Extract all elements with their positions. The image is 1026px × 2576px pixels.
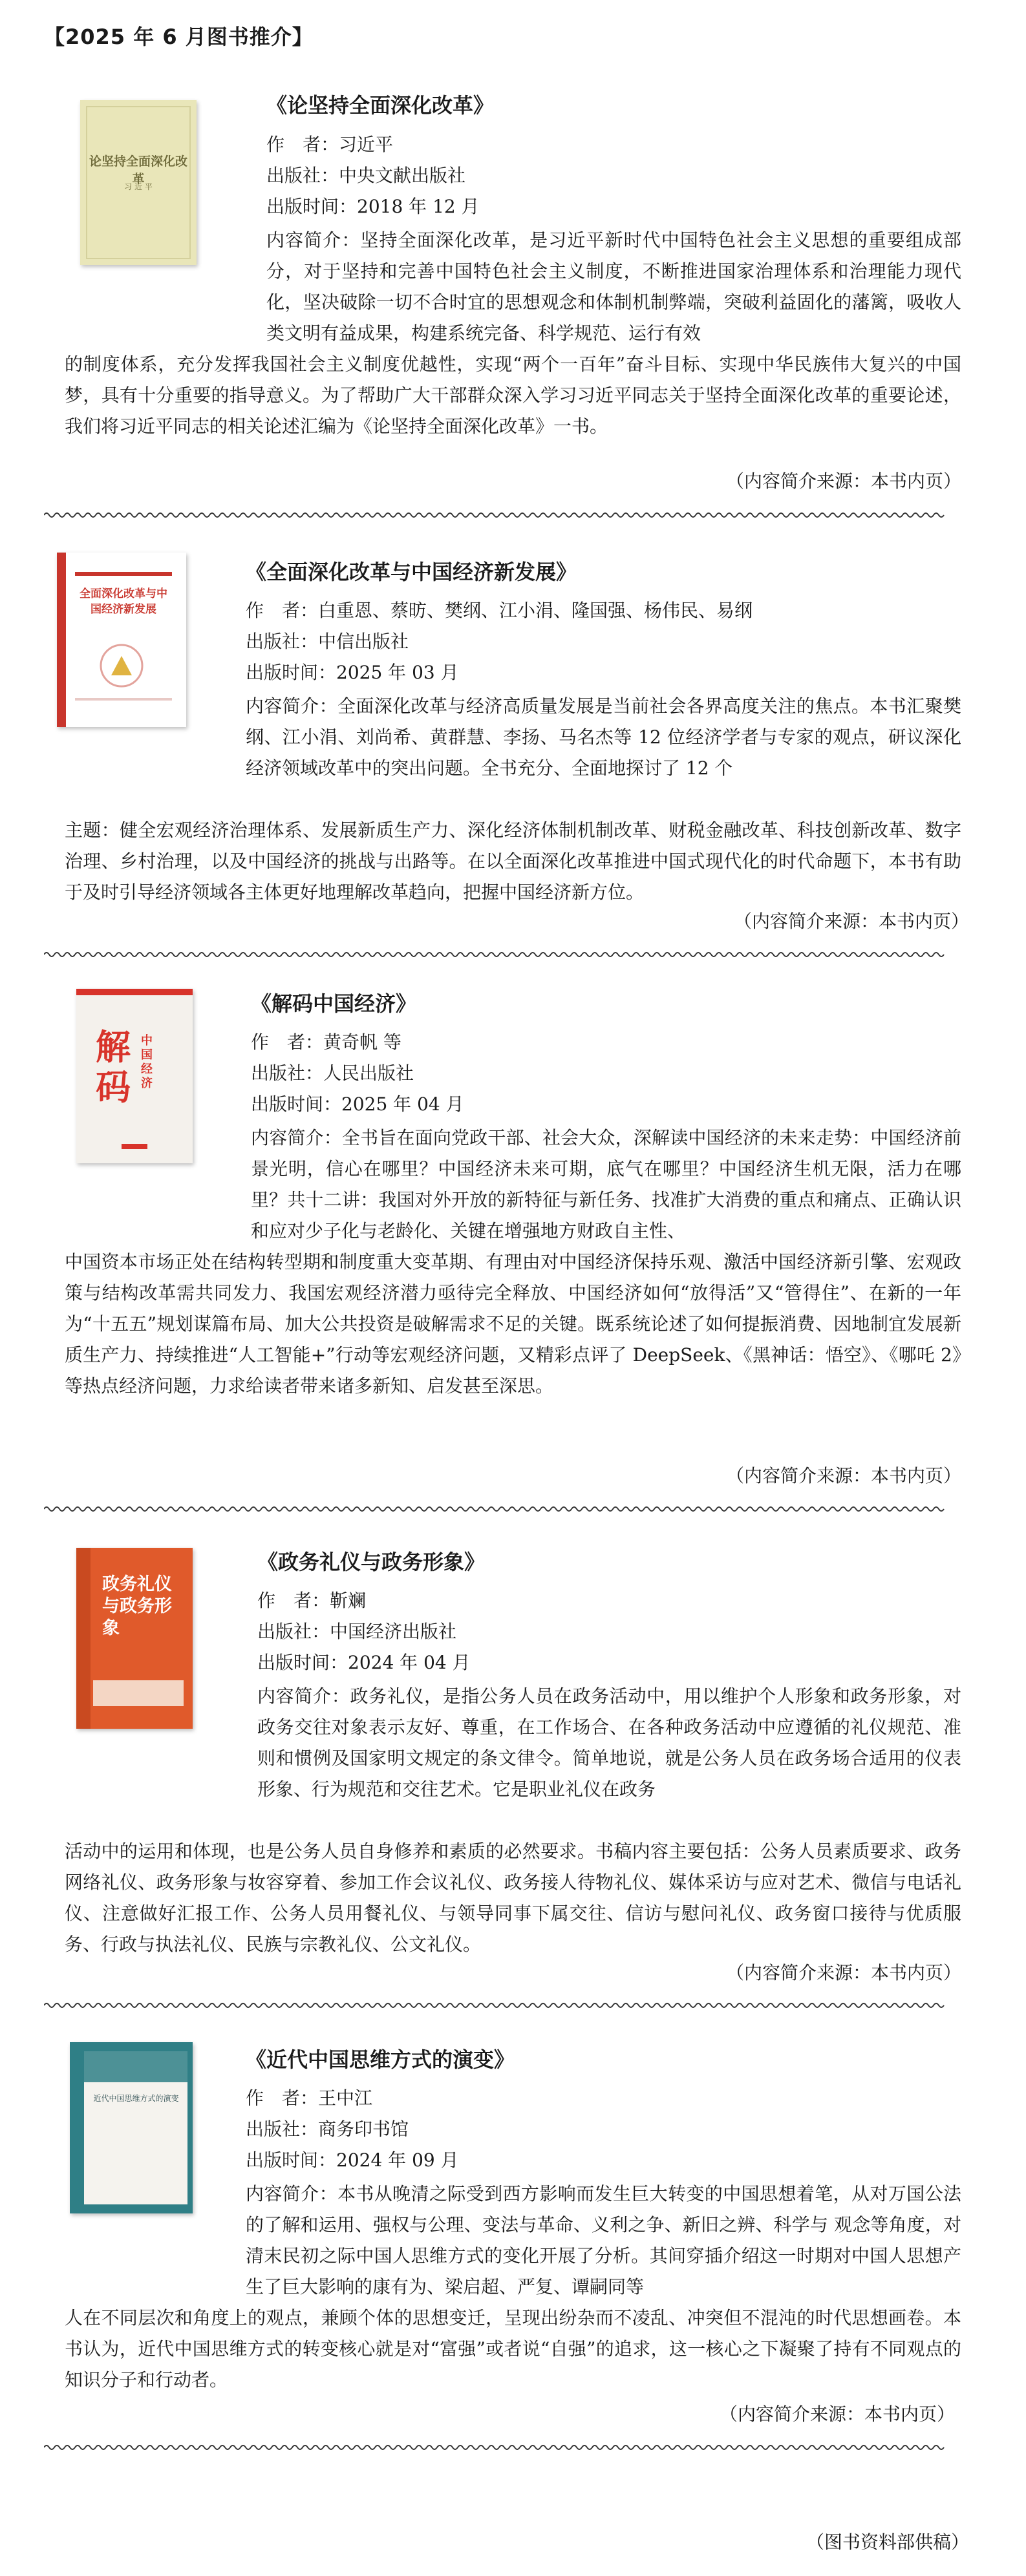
divider-5: [44, 2443, 946, 2452]
book-intro-rest-3: 中国资本市场正处在结构转型期和制度重大变革期、有理由对中国经济保持乐观、激活中国经济新引擎、宏观政策与结构改革需共同发力、我国宏观经济潜力亟待完全释放、中国经济如何“放得活”又“管得住”、在新的一年为“十五五”规划谋篇布局、加大公共投资是破解需求不足的关键。既系统论述了如何提振消费、因地制宜发展新质生产力、持续推进“人工智能+”行动等宏观经济问题，又精彩点评了 DeepSeek、《黑神话：悟空》、《哪吒 2》等热点经济问题，力求给读者带来诸多新知、启发甚至深思。: [65, 1251, 961, 1397]
publisher-label: 出版社：: [251, 1062, 324, 1084]
book-publisher-line-2: [246, 629, 409, 655]
intro-label: 内容简介：: [266, 229, 361, 251]
book-cover-4: [76, 1548, 193, 1729]
book-intro-2: [246, 691, 961, 784]
book-intro-5: [246, 2179, 961, 2303]
book-source-2: （内容简介来源：本书内页）: [733, 911, 969, 932]
book-source-4: （内容简介来源：本书内页）: [725, 1962, 961, 1983]
author-value: 习近平: [339, 134, 394, 155]
book-cover-1: [80, 100, 197, 265]
pubdate-value: 2025 年 03 月: [336, 662, 459, 683]
book-cover-2: [57, 553, 186, 727]
book-pubdate-line-2: [246, 660, 459, 686]
book-source-1: （内容简介来源：本书内页）: [725, 470, 961, 492]
book-cover-3: [76, 989, 193, 1163]
cover-title-4: 政务礼仪与政务形象: [102, 1574, 172, 1638]
publisher-value: 中央文献出版社: [339, 165, 466, 186]
intro-label: 内容简介：: [257, 1685, 350, 1707]
book-intro-rest-5: 人在不同层次和角度上的观点，兼顾个体的思想变迁，呈现出纷杂而不凌乱、冲突但不混沌的时代思想画卷。本书认为，近代中国思维方式的转变核心就是对“富强”或者说“自强”的追求，这一核心之下凝聚了持有不同观点的知识分子和行动者。: [65, 2307, 961, 2391]
book-publisher-line-3: [251, 1061, 414, 1086]
book-source-3: （内容简介来源：本书内页）: [725, 1465, 961, 1486]
pubdate-value: 2018 年 12 月: [357, 196, 480, 217]
pubdate-label: 出版时间：: [246, 2149, 337, 2171]
publisher-value: 中国经济出版社: [330, 1621, 457, 1642]
intro-lead: 本书从晚清之际受到西方影响而发生巨大转变的中国思想着笔，从对万国公法的了解和运用、强权与公理、变法与革命、义利之争、新旧之辨、科学与 观念等角度，对清末民初之际中国人思维方式的变化开展了分析。其间穿插介绍这一时期对中国人思想产生了巨大影响的康有为、梁启超、严复、谭嗣同等: [246, 2183, 961, 2297]
book-intro-1: [266, 225, 961, 349]
author-value: 靳斓: [330, 1590, 367, 1611]
intro-label: 内容简介：: [251, 1127, 342, 1148]
intro-lead: 全面深化改革与经济高质量发展是当前社会各界高度关注的焦点。本书汇聚樊纲、江小涓、刘尚希、黄群慧、李扬、马名杰等 12 位经济学者与专家的观点，研议深化经济领域改革中的突出问题。全书充分、全面地探讨了 12 个: [246, 695, 961, 779]
book-intro-4: [257, 1681, 961, 1805]
book-cover-5: [70, 2042, 193, 2213]
publisher-value: 中信出版社: [318, 631, 409, 652]
intro-label: 内容简介：: [246, 695, 337, 717]
pubdate-value: 2025 年 04 月: [341, 1093, 464, 1115]
pubdate-label: 出版时间：: [257, 1652, 348, 1673]
book-pubdate-line-5: [246, 2148, 459, 2173]
cover-author-1: 习 近 平: [124, 182, 153, 191]
page-title: 【2025 年 6 月图书推介】: [44, 25, 314, 49]
intro-label: 内容简介：: [246, 2183, 337, 2204]
pubdate-value: 2024 年 04 月: [348, 1652, 471, 1673]
book-intro-rest-2: 主题：健全宏观经济治理体系、发展新质生产力、深化经济体制机制改革、财税金融改革、科技创新改革、数字治理、乡村治理，以及中国经济的挑战与出路等。在以全面深化改革推进中国式现代化的时代命题下，本书有助于及时引导经济领域各主体更好地理解改革趋向，把握中国经济新方位。: [65, 819, 961, 903]
intro-lead: 坚持全面深化改革，是习近平新时代中国特色社会主义思想的重要组成部分，对于坚持和完善中国特色社会主义制度，不断推进国家治理体系和治理能力现代化，坚决破除一切不合时宜的思想观念和体制机制弊端，突破利益固化的藩篱，吸收人类文明有益成果，构建系统完备、科学规范、运行有效: [266, 229, 961, 344]
pubdate-label: 出版时间：: [266, 196, 358, 217]
divider-4: [44, 2001, 946, 2010]
publisher-value: 人民出版社: [323, 1062, 414, 1084]
divider-2: [44, 950, 946, 959]
book-pubdate-line-1: [266, 194, 480, 220]
publisher-label: 出版社：: [246, 2118, 319, 2140]
book-title-4: 《政务礼仪与政务形象》: [257, 1550, 486, 1574]
cover-title-5: 近代中国思维方式的演变: [93, 2094, 179, 2103]
pubdate-label: 出版时间：: [246, 662, 337, 683]
book-title-3: 《解码中国经济》: [251, 991, 417, 1016]
book-author-line-4: [257, 1588, 366, 1614]
book-title-5: 《近代中国思维方式的演变》: [246, 2047, 515, 2072]
book-author-line-1: [266, 132, 393, 158]
book-intro-rest-4: 活动中的运用和体现，也是公务人员自身修养和素质的必然要求。书稿内容主要包括：公务人员素质要求、政务网络礼仪、政务形象与妆容穿着、参加工作会议礼仪、政务接人待物礼仪、媒体采访与应对艺术、微信与电话礼仪、注意做好汇报工作、公务人员用餐礼仪、与领导同事下属交往、信访与慰问礼仪、政务窗口接待与优质服务、行政与执法礼仪、民族与宗教礼仪、公文礼仪。: [65, 1841, 961, 1955]
publisher-value: 商务印书馆: [318, 2118, 409, 2140]
author-label: 作 者：: [251, 1031, 324, 1053]
book-publisher-line-5: [246, 2117, 409, 2142]
pubdate-value: 2024 年 09 月: [336, 2149, 459, 2171]
publisher-label: 出版社：: [266, 165, 339, 186]
book-pubdate-line-4: [257, 1650, 471, 1676]
cover-title-1: 论坚持全面深化改革: [89, 154, 187, 186]
book-intro-3: [251, 1123, 961, 1247]
book-pubdate-line-3: [251, 1092, 464, 1117]
intro-lead: 政务礼仪，是指公务人员在政务活动中，用以维护个人形象和政务形象，对政务交往对象表示友好、尊重，在工作场合、在各种政务活动中应遵循的礼仪规范、准则和惯例及国家明文规定的条文律令。简单地说，就是公务人员在政务场合适用的仪表形象、行为规范和交往艺术。它是职业礼仪在政务: [257, 1685, 961, 1800]
author-label: 作 者：: [257, 1590, 330, 1611]
cover-title-3: 解码: [96, 1027, 131, 1108]
book-author-line-2: [246, 598, 753, 624]
divider-3: [44, 1504, 946, 1514]
book-title-2: 《全面深化改革与中国经济新发展》: [246, 560, 577, 584]
author-label: 作 者：: [246, 600, 319, 621]
publisher-label: 出版社：: [257, 1621, 330, 1642]
cover-title-2: 全面深化改革与中国经济新发展: [80, 587, 167, 616]
intro-lead: 全书旨在面向党政干部、社会大众，深解读中国经济的未来走势：中国经济前景光明，信心在哪里？中国经济未来可期，底气在哪里？中国经济生机无限，活力在哪里？共十二讲：我国对外开放的新特征与新任务、找准扩大消费的重点和痛点、正确认识和应对少子化与老龄化、关键在增强地方财政自主性、: [251, 1127, 961, 1241]
book-author-line-3: [251, 1029, 401, 1055]
author-label: 作 者：: [246, 2087, 319, 2109]
cover-sub-3: 中国经济: [141, 1034, 153, 1090]
book-title-1: 《论坚持全面深化改革》: [266, 93, 495, 118]
pubdate-label: 出版时间：: [251, 1093, 342, 1115]
author-value: 白重恩、蔡昉、樊纲、江小涓、隆国强、杨伟民、易纲: [318, 600, 753, 621]
book-intro-rest-1: 的制度体系，充分发挥我国社会主义制度优越性，实现“两个一百年”奋斗目标、实现中华民族伟大复兴的中国梦，具有十分重要的指导意义。为了帮助广大干部群众深入学习习近平同志关于坚持全面深化改革的重要论述，我们将习近平同志的相关论述汇编为《论坚持全面深化改革》一书。: [65, 354, 961, 437]
author-label: 作 者：: [266, 134, 339, 155]
divider-1: [44, 511, 946, 520]
author-value: 黄奇帆 等: [323, 1031, 401, 1053]
page-footer: （图书资料部供稿）: [806, 2531, 969, 2553]
book-author-line-5: [246, 2085, 372, 2111]
book-publisher-line-4: [257, 1619, 456, 1645]
publisher-label: 出版社：: [246, 631, 319, 652]
author-value: 王中江: [318, 2087, 373, 2109]
book-source-5: （内容简介来源：本书内页）: [719, 2403, 955, 2425]
book-publisher-line-1: [266, 163, 465, 189]
